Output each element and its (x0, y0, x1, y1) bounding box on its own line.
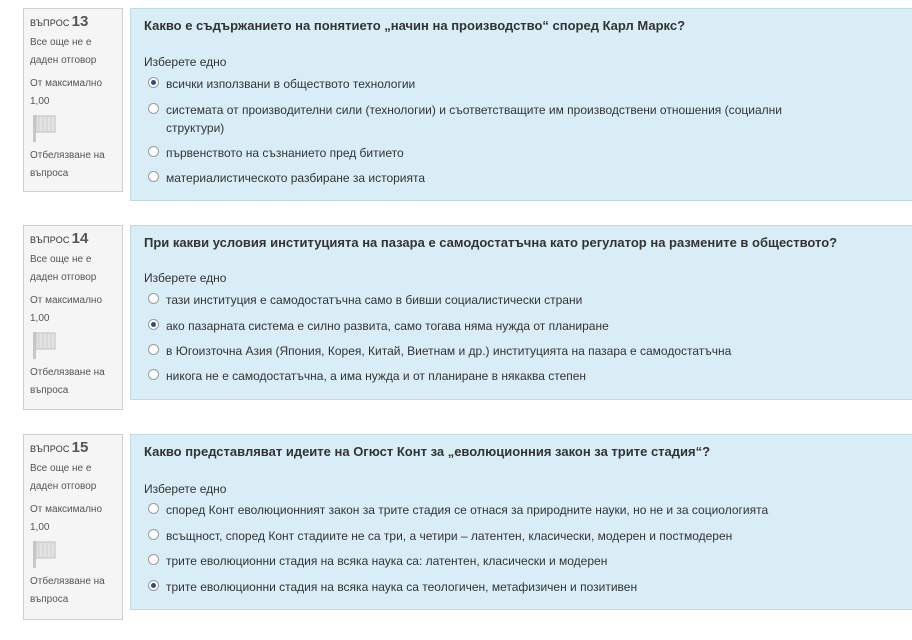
question-15 (0, 434, 912, 610)
flag-question-label[interactable]: Отбелязване на въпроса (30, 150, 105, 179)
answer-option-label[interactable]: никога не е самодостатъчна, а има нужда и от планиране в някаква степен (166, 369, 587, 383)
question-number: 15 (71, 439, 89, 456)
answer-option[interactable] (148, 291, 828, 309)
radio-button[interactable] (148, 554, 159, 565)
answer-option[interactable] (148, 501, 828, 519)
answer-option[interactable] (148, 552, 828, 570)
flag-icon (30, 113, 58, 143)
radio-button[interactable] (148, 146, 159, 157)
question-grade-label: От максимално (30, 295, 103, 306)
question-grade-value: 1,00 (30, 96, 50, 107)
answer-option[interactable] (148, 101, 828, 137)
answer-option-label[interactable]: всички използвани в обществото технологии (166, 77, 416, 91)
question-grade-label: От максимално (30, 504, 103, 515)
answer-prompt: Изберете едно (144, 271, 227, 285)
answer-option[interactable] (148, 169, 828, 187)
question-info (23, 225, 123, 410)
question-grade-value: 1,00 (30, 313, 50, 324)
answer-option-label[interactable]: ако пазарната система е силно развита, само тогава няма нужда от планиране (166, 319, 609, 333)
answer-option-label[interactable]: трите еволюционни стадия на всяка наука са теологичен, метафизичен и позитивен (166, 580, 638, 594)
radio-button[interactable] (148, 319, 159, 330)
radio-button[interactable] (148, 77, 159, 88)
radio-button[interactable] (148, 293, 159, 304)
question-14 (0, 225, 912, 400)
question-text: Какво е съдържанието на понятието „начин на производство“ според Карл Маркс? (144, 18, 686, 33)
question-state: Все още не е даден отговор (30, 37, 97, 66)
answer-prompt: Изберете едно (144, 482, 227, 496)
question-13 (0, 8, 912, 201)
answer-option-label[interactable]: системата от производителни сили (технологии) и съответстващите им производствени отношения (социални структури) (166, 103, 782, 135)
question-number: 13 (71, 13, 89, 30)
question-state: Все още не е даден отговор (30, 254, 97, 283)
radio-button[interactable] (148, 171, 159, 182)
answer-option-label[interactable]: тази институция е самодостатъчна само в бивши социалистически страни (166, 293, 583, 307)
flag-question-button[interactable] (30, 330, 116, 364)
question-label: ВЪПРОС (30, 235, 70, 245)
answer-option-label[interactable]: според Конт еволюционният закон за трите стадия се отнася за природните науки, но не и за социологията (166, 503, 769, 517)
radio-button[interactable] (148, 580, 159, 591)
answer-option-label[interactable]: всъщност, според Конт стадиите не са три, а четири – латентен, класически, модерен и постмодерен (166, 529, 733, 543)
radio-button[interactable] (148, 103, 159, 114)
answer-prompt: Изберете едно (144, 55, 227, 69)
flag-question-label[interactable]: Отбелязване на въпроса (30, 576, 105, 605)
question-label: ВЪПРОС (30, 444, 70, 454)
flag-question-label[interactable]: Отбелязване на въпроса (30, 367, 105, 396)
flag-question-button[interactable] (30, 113, 116, 147)
answer-option[interactable] (148, 75, 828, 93)
answer-option[interactable] (148, 317, 828, 335)
flag-icon (30, 330, 58, 360)
answer-option-label[interactable]: трите еволюционни стадия на всяка наука са: латентен, класически и модерен (166, 554, 608, 568)
answer-option[interactable] (148, 367, 828, 385)
radio-button[interactable] (148, 344, 159, 355)
question-text: Какво представляват идеите на Огюст Конт за „еволюционния закон за трите стадия“? (144, 444, 711, 459)
radio-button[interactable] (148, 369, 159, 380)
question-number: 14 (71, 230, 89, 247)
question-content (130, 434, 912, 610)
radio-button[interactable] (148, 529, 159, 540)
answer-option-label[interactable]: първенството на съзнанието пред битието (166, 146, 404, 160)
flag-question-button[interactable] (30, 539, 116, 573)
question-content (130, 225, 912, 400)
radio-button[interactable] (148, 503, 159, 514)
question-text: При какви условия институцията на пазара е самодостатъчна като регулатор на размените в обществото? (144, 235, 838, 250)
answer-option[interactable] (148, 578, 828, 596)
answer-option-label[interactable]: материалистическото разбиране за историята (166, 171, 426, 185)
flag-icon (30, 539, 58, 569)
question-grade-value: 1,00 (30, 522, 50, 533)
answer-option-label[interactable]: в Югоизточна Азия (Япония, Корея, Китай, Виетнам и др.) институцията на пазара е самодостатъчна (166, 344, 732, 358)
question-label: ВЪПРОС (30, 18, 70, 28)
question-info (23, 434, 123, 620)
question-info (23, 8, 123, 192)
answer-option[interactable] (148, 527, 828, 545)
answer-option[interactable] (148, 342, 828, 360)
question-content (130, 8, 912, 201)
question-grade-label: От максимално (30, 78, 103, 89)
answer-option[interactable] (148, 144, 828, 162)
question-state: Все още не е даден отговор (30, 463, 97, 492)
